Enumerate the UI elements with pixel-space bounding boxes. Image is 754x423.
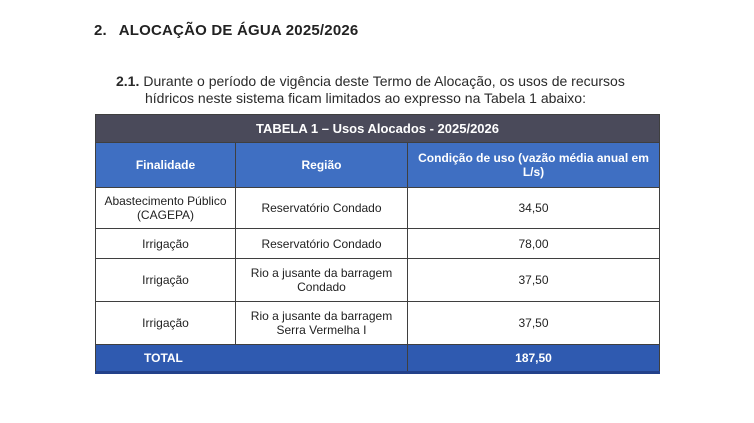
table-row — [96, 229, 660, 259]
cell-finalidade: Irrigação — [96, 302, 236, 345]
cell-regiao: Reservatório Condado — [236, 188, 408, 229]
header-condicao: Condição de uso (vazão média anual em L/s) — [408, 143, 660, 188]
section-heading — [94, 22, 358, 39]
total-value: 187,50 — [408, 345, 660, 373]
usos-alocados-table — [95, 114, 660, 374]
table-header-row — [96, 143, 660, 188]
cell-finalidade: Irrigação — [96, 229, 236, 259]
cell-regiao: Rio a jusante da barragem Serra Vermelha I — [236, 302, 408, 345]
header-finalidade: Finalidade — [96, 143, 236, 188]
table-row — [96, 302, 660, 345]
cell-regiao: Rio a jusante da barragem Condado — [236, 259, 408, 302]
table-title-row — [96, 115, 660, 143]
cell-finalidade: Irrigação — [96, 259, 236, 302]
cell-regiao: Reservatório Condado — [236, 229, 408, 259]
cell-condicao: 37,50 — [408, 302, 660, 345]
section-number: 2. — [94, 22, 107, 39]
table-row — [96, 188, 660, 229]
section-title: ALOCAÇÃO DE ÁGUA 2025/2026 — [118, 22, 359, 39]
table-title: TABELA 1 – Usos Alocados - 2025/2026 — [96, 115, 660, 143]
cell-condicao: 78,00 — [408, 229, 660, 259]
paragraph-line-2: hídricos neste sistema ficam limitados ao expresso na Tabela 1 abaixo: — [145, 90, 586, 106]
paragraph-2-1 — [116, 73, 676, 107]
total-label: TOTAL — [96, 345, 408, 373]
cell-condicao: 34,50 — [408, 188, 660, 229]
table-row — [96, 259, 660, 302]
cell-condicao: 37,50 — [408, 259, 660, 302]
table-total-row — [96, 345, 660, 373]
header-regiao: Região — [236, 143, 408, 188]
paragraph-line-1: Durante o período de vigência deste Termo de Alocação, os usos de recursos — [143, 73, 625, 89]
paragraph-number: 2.1. — [116, 73, 140, 89]
cell-finalidade: Abastecimento Público (CAGEPA) — [96, 188, 236, 229]
